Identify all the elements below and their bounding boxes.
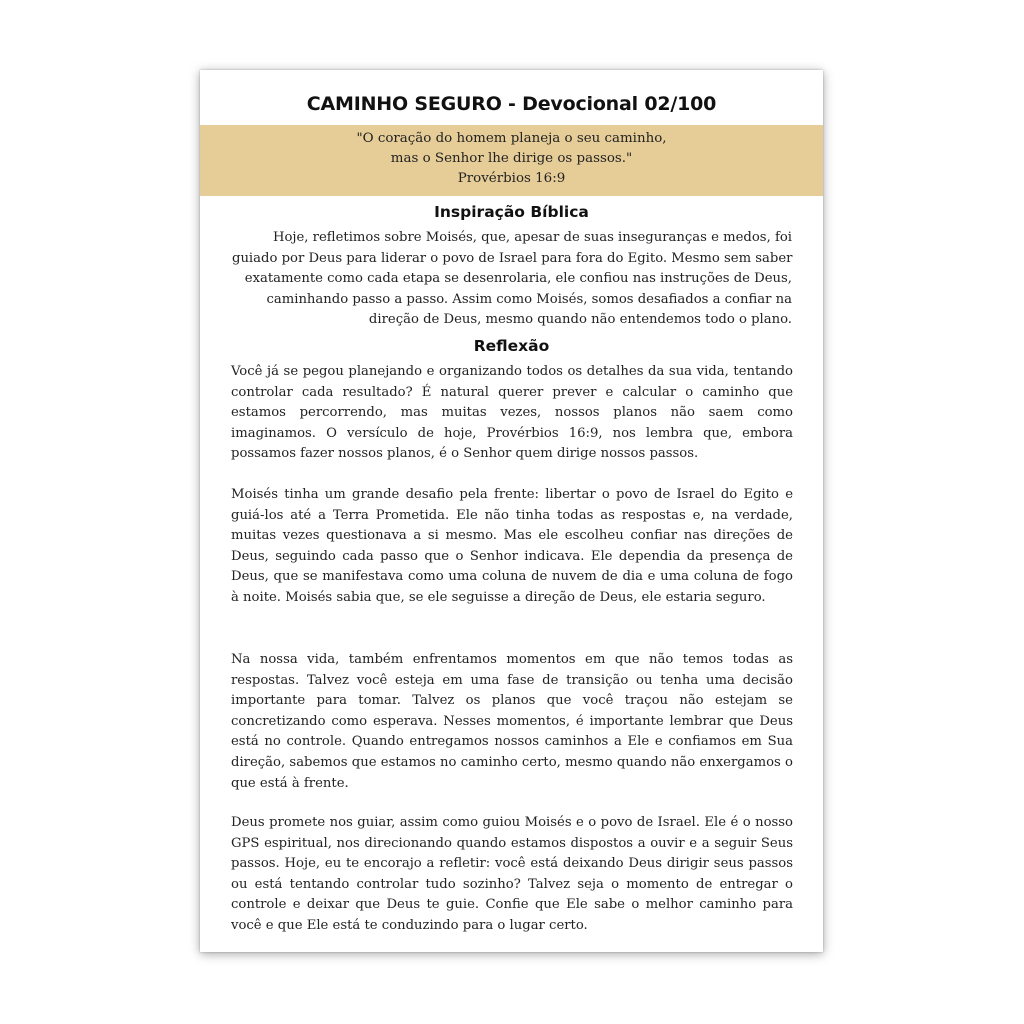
devotional-page [200,70,823,952]
reflexao-heading: Reflexão [473,337,550,355]
reflexao-paragraph-2: Moisés tinha um grande desafio pela frente: libertar o povo de Israel do Egito e guiá-los até a Terra Prometida. Ele não tinha todas as respostas e, na verdade, muitas vezes questionava a si mesmo. Mas ele escolheu confiar nas direções de Deus, seguindo cada passo que o Senhor indicava. Ele dependia da presença de Deus, que se manifestava como uma coluna de nuvem de dia e uma coluna de fogo à noite. Moisés sabia que, se ele seguisse a direção de Deus, ele estaria seguro. [231,487,793,605]
inspiracao-heading: Inspiração Bíblica [434,203,589,221]
inspiracao-line: caminhando passo a passo. Assim como Moisés, somos desafiados a confiar na [266,291,792,307]
inspiracao-line: guiado por Deus para liderar o povo de Israel para fora do Egito. Mesmo sem saber [232,250,793,266]
reflexao-paragraph-1: Você já se pegou planejando e organizando todos os detalhes da sua vida, tentando controlar cada resultado? É natural querer prever e calcular o caminho que estamos percorrendo, mas muitas vezes, nossos planos não saem como imaginamos. O versículo de hoje, Provérbios 16:9, nos lembra que, embora possamos fazer nossos planos, é o Senhor quem dirige nossos passos. [231,364,793,462]
verse-line-1: "O coração do homem planeja o seu caminho, [356,131,667,146]
verse-line-2: mas o Senhor lhe dirige os passos." [390,151,633,166]
reflexao-paragraph-3: Na nossa vida, também enfrentamos momentos em que não temos todas as respostas. Talvez você esteja em uma fase de transição ou tenha uma decisão importante para tomar. Talvez os planos que você traçou não estejam se concretizando como esperava. Nesses momentos, é importante lembrar que Deus está no controle. Quando entregamos nossos caminhos a Ele e confiamos em Sua direção, sabemos que estamos no caminho certo, mesmo quando não enxergamos o que está à frente. [231,652,793,791]
inspiracao-line: Hoje, refletimos sobre Moisés, que, apesar de suas inseguranças e medos, foi [272,230,792,245]
inspiracao-line: exatamente como cada etapa se desenrolaria, ele confiou nas instruções de Deus, [244,271,792,287]
inspiracao-paragraph [232,228,792,331]
reflexao-paragraph-4: Deus promete nos guiar, assim como guiou Moisés e o povo de Israel. Ele é o nosso GPS espiritual, nos direcionando quando estamos dispostos a ouvir e a seguir Seus passos. Hoje, eu te encorajo a refletir: você está deixando Deus dirigir seus passos ou está tentando controlar tudo sozinho? Talvez seja o momento de entregar o controle e deixar que Deus te guie. Confie que Ele sabe o melhor caminho para você e que Ele está te conduzindo para o lugar certo. [231,815,793,933]
page-title: CAMINHO SEGURO - Devocional 02/100 [306,93,717,115]
verse-banner [200,125,823,196]
inspiracao-line: direção de Deus, mesmo quando não entendemos todo o plano. [368,312,792,328]
verse-reference: Provérbios 16:9 [457,171,566,186]
